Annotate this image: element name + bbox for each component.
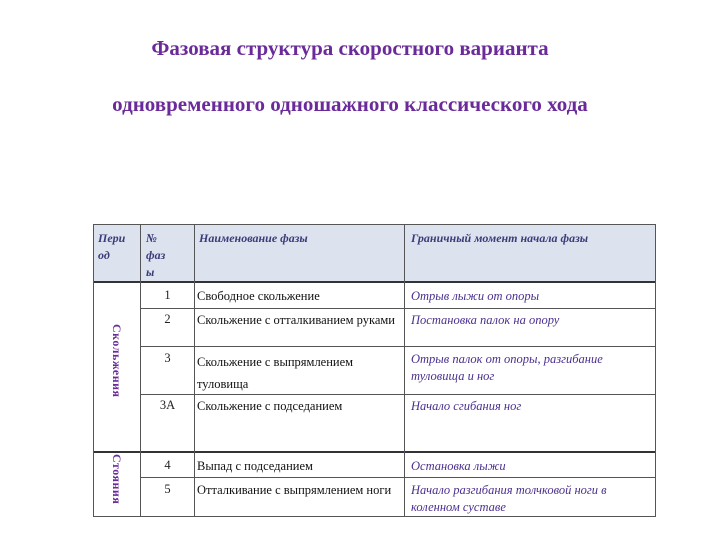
- phase-boundary: Постановка палок на опору: [411, 313, 560, 327]
- column-divider: [194, 224, 195, 517]
- phase-name: Отталкивание с выпрямлением ноги: [197, 483, 392, 497]
- phase-boundary: Остановка лыжи: [411, 459, 506, 473]
- period-label-standing: Стояния: [110, 454, 124, 505]
- row-divider: [141, 308, 656, 309]
- phase-number: 3: [164, 351, 171, 365]
- phase-structure-table: [93, 224, 656, 517]
- column-divider: [404, 224, 405, 517]
- phase-number: 4: [164, 458, 171, 472]
- header-boundary-moment: Граничный момент начала фазы: [411, 231, 589, 245]
- table-border-right: [655, 224, 656, 517]
- phase-number: 1: [164, 288, 171, 302]
- header-phase-name: Наименование фазы: [199, 231, 308, 245]
- page-title-line-2: одновременного одношажного классического хода: [112, 92, 588, 116]
- phase-name: Свободное скольжение: [197, 289, 320, 303]
- period-divider: [93, 451, 656, 453]
- table-border-left: [93, 224, 94, 517]
- page-title-line-1: Фазовая структура скоростного варианта: [151, 36, 549, 60]
- phase-boundary: Отрыв лыжи от опоры: [411, 289, 540, 303]
- header-period: Пери од: [98, 231, 126, 262]
- phase-boundary: Отрыв палок от опоры, разгибание туловища и ног: [411, 352, 603, 383]
- phase-number: 2: [164, 312, 171, 326]
- phase-name: Выпад с подседанием: [197, 459, 313, 473]
- phase-name: Скольжение с отталкиванием руками: [197, 313, 395, 327]
- period-label-sliding: Скольжения: [110, 324, 124, 398]
- row-divider: [141, 346, 656, 347]
- table-border-bottom: [93, 516, 656, 517]
- phase-number: 5: [164, 482, 171, 496]
- phase-number: 3А: [159, 398, 176, 412]
- column-divider: [140, 224, 141, 517]
- phase-name: Скольжение с подседанием: [197, 399, 343, 413]
- phase-boundary: Начало разгибания толчковой ноги в коленном суставе: [411, 483, 607, 514]
- row-divider: [141, 477, 656, 478]
- header-divider: [93, 281, 656, 283]
- phase-name: Скольжение с выпрямлением туловища: [197, 355, 354, 391]
- header-phase-number: № фаз ы: [146, 231, 166, 279]
- table-border-top: [93, 224, 656, 225]
- phase-boundary: Начало сгибания ног: [411, 399, 522, 413]
